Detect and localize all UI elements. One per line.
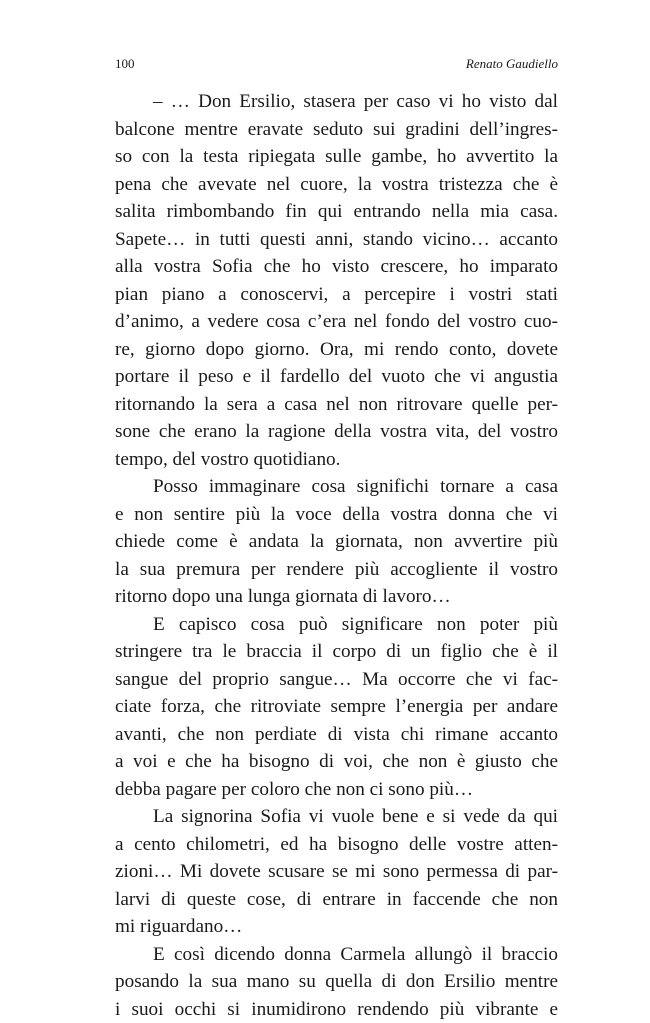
text-line: chiede come è andata la giornata, non avvertire più (115, 528, 558, 556)
text-line: d’animo, a vedere cosa c’era nel fondo del vostro cuo- (115, 308, 558, 336)
text-line: stringere tra le braccia il corpo di un figlio che è il (115, 638, 558, 666)
text-line: sangue del proprio sangue… Ma occorre che vi fac- (115, 666, 558, 694)
text-line: posando la sua mano su quella di don Ersilio mentre (115, 968, 558, 996)
text-line: avanti, che non perdiate di vista chi rimane accanto (115, 721, 558, 749)
page-number: 100 (115, 56, 135, 72)
running-header (115, 56, 558, 76)
text-line: so con la testa ripiegata sulle gambe, ho avvertito la (115, 143, 558, 171)
text-line: i suoi occhi si inumidirono rendendo più vibrante e (115, 996, 558, 1023)
text-line: ritorno dopo una lunga giornata di lavoro… (115, 583, 558, 611)
text-line: balcone mentre eravate seduto sui gradini dell’ingres- (115, 116, 558, 144)
text-line: tempo, del vostro quotidiano. (115, 446, 558, 474)
text-line: re, giorno dopo giorno. Ora, mi rendo conto, dovete (115, 336, 558, 364)
text-line: e non sentire più la voce della vostra donna che vi (115, 501, 558, 529)
running-head-author: Renato Gaudiello (466, 56, 558, 72)
text-line: mi riguardano… (115, 913, 558, 941)
text-line: pena che avevate nel cuore, la vostra tristezza che è (115, 171, 558, 199)
text-line: – … Don Ersilio, stasera per caso vi ho visto dal (115, 88, 558, 116)
text-line: salita rimbombando fin qui entrando nella mia casa. (115, 198, 558, 226)
text-line: Sapete… in tutti questi anni, stando vicino… accanto (115, 226, 558, 254)
text-line: sone che erano la ragione della vostra vita, del vostro (115, 418, 558, 446)
text-line: pian piano a conoscervi, a percepire i vostri stati (115, 281, 558, 309)
text-line: larvi di queste cose, di entrare in faccende che non (115, 886, 558, 914)
text-line: zioni… Mi dovete scusare se mi sono permessa di par- (115, 858, 558, 886)
text-line: ritornando la sera a casa nel non ritrovare quelle per- (115, 391, 558, 419)
text-line: Posso immaginare cosa significhi tornare a casa (115, 473, 558, 501)
text-line: a cento chilometri, ed ha bisogno delle vostre atten- (115, 831, 558, 859)
text-line: La signorina Sofia vi vuole bene e si vede da qui (115, 803, 558, 831)
body-text (115, 88, 558, 1023)
text-line: debba pagare per coloro che non ci sono più… (115, 776, 558, 804)
text-line: alla vostra Sofia che ho visto crescere, ho imparato (115, 253, 558, 281)
text-line: E capisco cosa può significare non poter più (115, 611, 558, 639)
text-line: E così dicendo donna Carmela allungò il braccio (115, 941, 558, 969)
text-line: ciate forza, che ritroviate sempre l’energia per andare (115, 693, 558, 721)
text-line: a voi e che ha bisogno di voi, che non è giusto che (115, 748, 558, 776)
text-line: portare il peso e il fardello del vuoto che vi angustia (115, 363, 558, 391)
text-line: la sua premura per rendere più accogliente il vostro (115, 556, 558, 584)
